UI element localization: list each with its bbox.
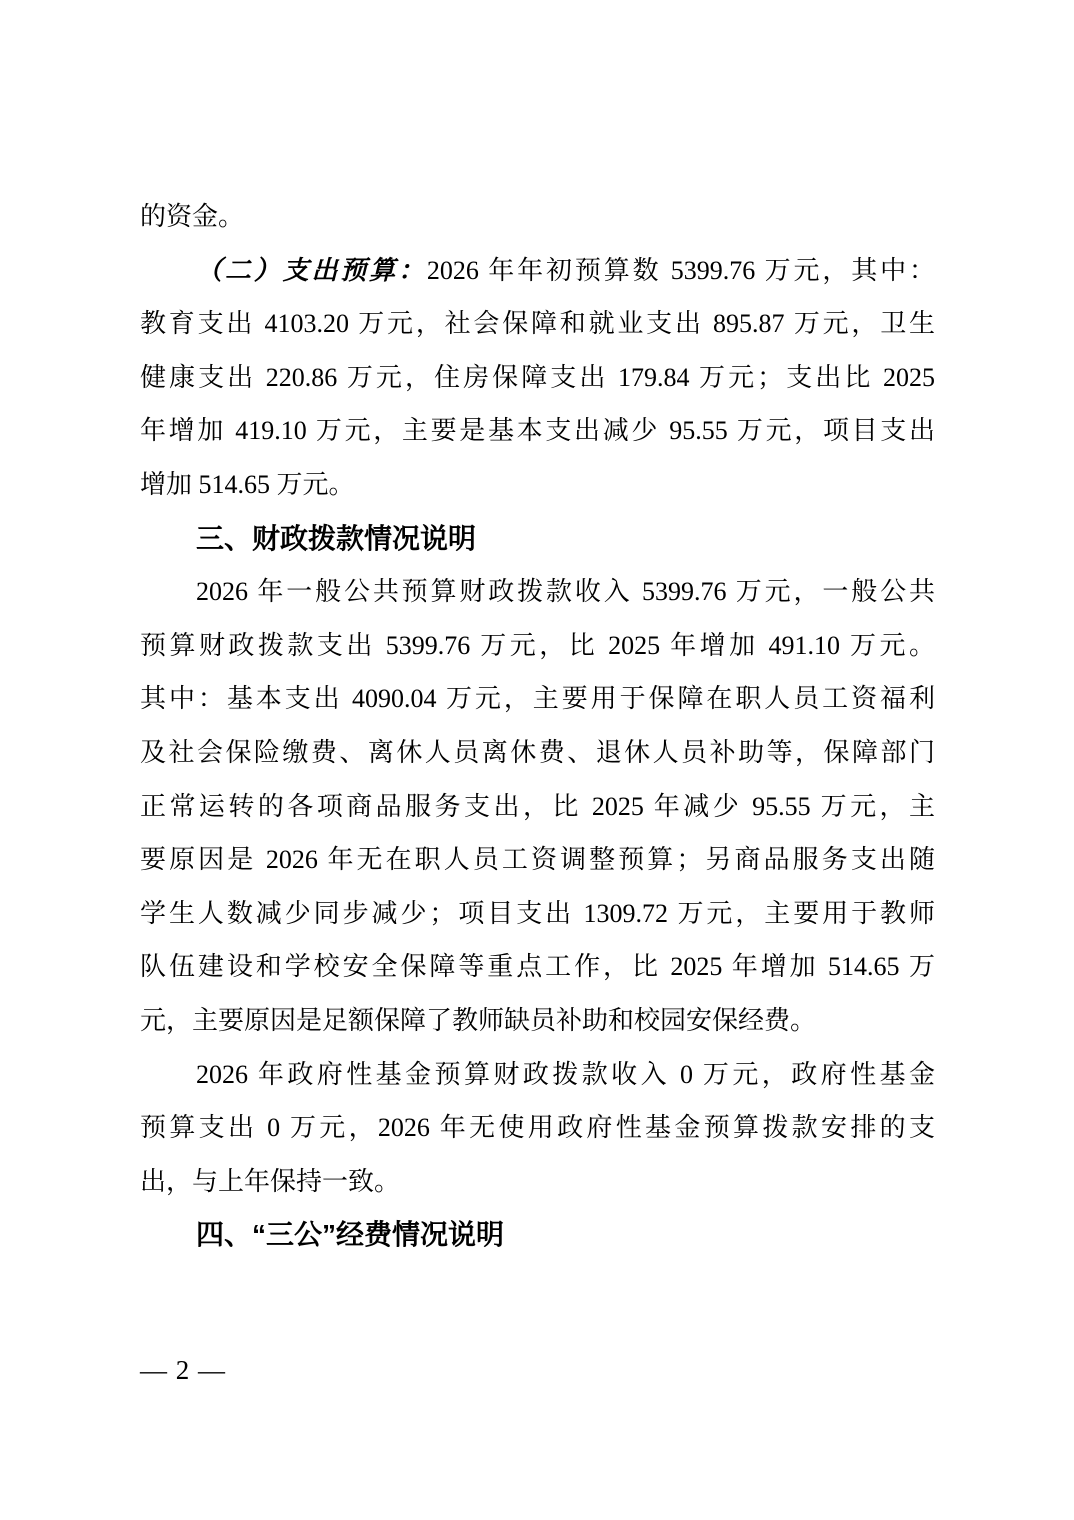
paragraph-end-line: 的资金。: [140, 202, 245, 231]
paragraph-line: 教育支出 4103.20 万元，社会保障和就业支出 895.87 万元，卫生: [140, 309, 935, 339]
paragraph-line: [140, 244, 935, 298]
page-number: — 2 —: [140, 1355, 226, 1385]
paragraph-line: 预算支出 0 万元，2026 年无使用政府性基金预算拨款安排的支: [140, 1113, 935, 1143]
paragraph-line: 其中：基本支出 4090.04 万元，主要用于保障在职人员工资福利: [140, 684, 935, 714]
paragraph-end-line: 元，主要原因是足额保障了教师缺员补助和校园安保经费。: [140, 1005, 817, 1035]
paragraph-lead-rest: 2026 年年初预算数 5399.76 万元，其中：: [426, 255, 935, 285]
paragraph-line: 正常运转的各项商品服务支出，比 2025 年减少 95.55 万元，主: [140, 791, 935, 821]
paragraph-line: 预算财政拨款支出 5399.76 万元，比 2025 年增加 491.10 万元。: [140, 630, 935, 660]
paragraph-line: 健康支出 220.86 万元，住房保障支出 179.84 万元；支出比 2025: [140, 362, 935, 392]
document-text-block: [140, 190, 935, 1262]
paragraph-line: 要原因是 2026 年无在职人员工资调整预算；另商品服务支出随: [140, 845, 935, 875]
paragraph-line: 及社会保险缴费、离休人员离休费、退休人员补助等，保障部门: [140, 737, 935, 767]
section-heading-4: 四、“三公”经费情况说明: [196, 1219, 505, 1251]
paragraph-line: 2026 年政府性基金预算财政拨款收入 0 万元，政府性基金: [196, 1059, 935, 1089]
paragraph-lead: （二）支出预算：: [196, 255, 427, 285]
paragraph-end-line: 增加 514.65 万元。: [140, 469, 355, 499]
paragraph-line: 队伍建设和学校安全保障等重点工作，比 2025 年增加 514.65 万: [140, 952, 935, 982]
paragraph-line: 年增加 419.10 万元，主要是基本支出减少 95.55 万元，项目支出: [140, 416, 935, 446]
paragraph-line: 2026 年一般公共预算财政拨款收入 5399.76 万元，一般公共: [196, 577, 935, 607]
paragraph-end-line: 出，与上年保持一致。: [140, 1166, 401, 1196]
section-heading-3: 三、财政拨款情况说明: [196, 522, 477, 554]
paragraph-line: 学生人数减少同步减少；项目支出 1309.72 万元，主要用于教师: [140, 898, 935, 928]
